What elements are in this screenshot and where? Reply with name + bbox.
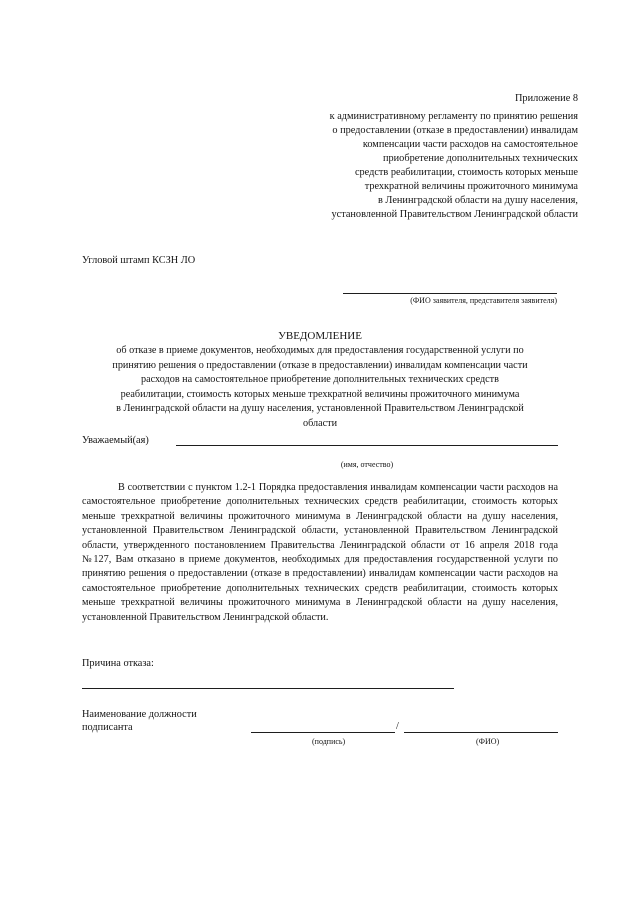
fio-line [404, 732, 558, 733]
reason-line [82, 688, 454, 689]
recipient-caption: (ФИО заявителя, представителя заявителя) [410, 296, 557, 305]
appendix-line: средств реабилитации, стоимость которых меньше [354, 167, 578, 178]
appendix-line: в Ленинградской области на душу населения, [378, 195, 578, 206]
recipient-line [343, 293, 557, 294]
salutation: Уважаемый(ая) [82, 435, 149, 446]
appendix-line: компенсации части расходов на самостоятельное [362, 139, 578, 150]
appendix-line: приобретение дополнительных технических [383, 153, 578, 164]
subtitle-line: реабилитации, стоимость которых меньше трехкратной величины прожиточного минимума [120, 388, 520, 400]
name-line [176, 445, 558, 446]
subtitle-line: области [302, 417, 338, 429]
subtitle-line: об отказе в приеме документов, необходимых для предоставления государственной услуги по [116, 345, 524, 356]
notice-subtitle [75, 344, 565, 432]
appendix-line: к административному регламенту по принятию решения [329, 111, 578, 122]
signature-slash: / [396, 721, 399, 732]
signatory-position-label [82, 708, 197, 734]
appendix-title: Приложение 8 [515, 93, 578, 104]
fio-caption: (ФИО) [476, 737, 500, 746]
appendix-line: о предоставлении (отказе в предоставлении) инвалидам [332, 125, 578, 136]
notice-title: УВЕДОМЛЕНИЕ [278, 330, 362, 342]
subtitle-line: принятию решения о предоставлении (отказе в предоставлении) инвалидам компенсации части [112, 359, 528, 371]
body-paragraph: В соответствии с пунктом 1.2-1 Порядка предоставления инвалидам компенсации части расходов на самостоятельное приобретение дополнительных технических средств реабилитации, стоимость которых меньше трехкратной величины прожиточного минимума в Ленинградской области на душу населения, установленной Правительством Ленинградской области, установленной Правительством Ленинградской области, утвержденного постановлением Правительства Ленинградской области от 16 апреля 2018 года №127, Вам отказано в приеме документов, необходимых для предоставления государственной услуги по принятию решения о предоставлении (отказе в предоставлении) инвалидам компенсации части расходов на самостоятельное приобретение дополнительных технических средств реабилитации, стоимость которых меньше трехкратной величины прожиточного минимума в Ленинградской области на душу населения, установленной Правительством Ленинградской области. [82, 482, 558, 623]
appendix-line: трехкратной величины прожиточного минимума [364, 181, 578, 192]
signatory-line-2: подписанта [82, 722, 133, 734]
name-caption: (имя, отчество) [340, 460, 394, 469]
signatory-line-1: Наименование должности [82, 709, 197, 720]
appendix-line: установленной Правительством Ленинградской области [331, 209, 578, 220]
stamp-label: Угловой штамп КСЗН ЛО [82, 255, 196, 266]
reason-label: Причина отказа: [82, 658, 154, 669]
subtitle-line: в Ленинградской области на душу населения, установленной Правительством Ленинградской [116, 403, 524, 415]
subtitle-line: расходов на самостоятельное приобретение дополнительных технических средств [141, 374, 499, 386]
signature-caption: (подпись) [312, 737, 346, 746]
signature-line [251, 732, 395, 733]
